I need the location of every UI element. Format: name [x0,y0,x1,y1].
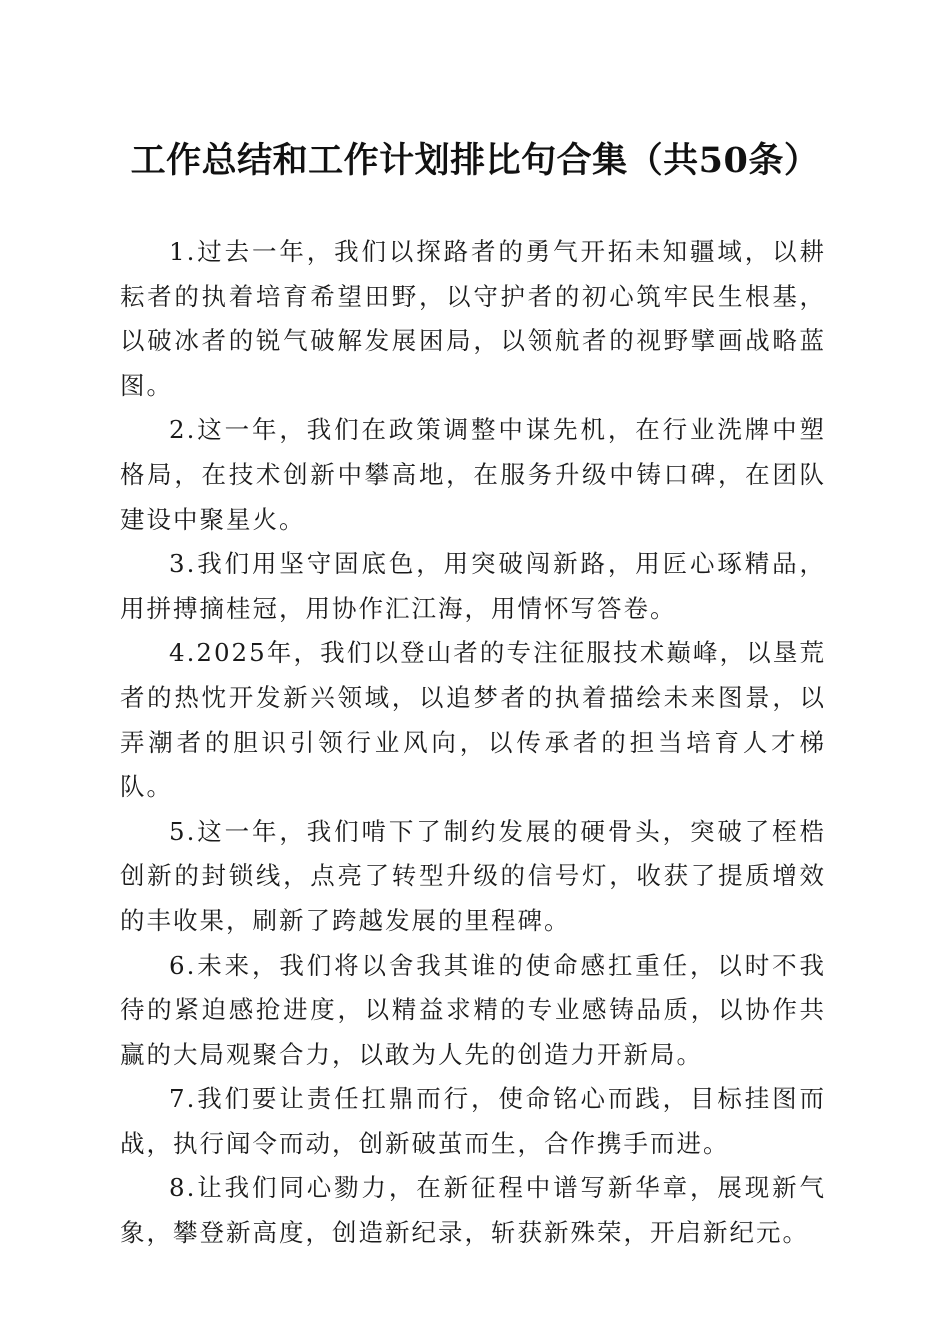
paragraph-1: 1.过去一年，我们以探路者的勇气开拓未知疆域，以耕耘者的执着培育希望田野，以守护者的初心筑牢民生根基，以破冰者的锐气破解发展困局，以领航者的视野擘画战略蓝图。 [120,237,826,400]
paragraph-5: 5.这一年，我们啃下了制约发展的硬骨头，突破了桎梏创新的封锁线，点亮了转型升级的信号灯，收获了提质增效的丰收果，刷新了跨越发展的里程碑。 [120,816,826,935]
paragraph-3: 3.我们用坚守固底色，用突破闯新路，用匠心琢精品，用拼搏摘桂冠，用协作汇江海，用情怀写答卷。 [120,549,826,623]
paragraph-8: 8.让我们同心勠力，在新征程中谱写新华章，展现新气象，攀登新高度，创造新纪录，斩获新殊荣，开启新纪元。 [120,1173,826,1248]
paragraph-7: 7.我们要让责任扛鼎而行，使命铭心而践，目标挂图而战，执行闻令而动，创新破茧而生，合作携手而进。 [120,1084,826,1158]
document-title: 工作总结和工作计划排比句合集（共50条） [130,140,820,181]
paragraph-4: 4.2025年，我们以登山者的专注征服技术巅峰，以垦荒者的热忱开发新兴领域，以追梦者的执着描绘未来图景，以弄潮者的胆识引领行业风向，以传承者的担当培育人才梯队。 [120,638,826,802]
document-body [120,230,826,1256]
paragraph-6: 6.未来，我们将以舍我其谁的使命感扛重任，以时不我待的紧迫感抢进度，以精益求精的专业感铸品质，以协作共赢的大局观聚合力，以敢为人先的创造力开新局。 [120,950,826,1069]
paragraph-2: 2.这一年，我们在政策调整中谋先机，在行业洗牌中塑格局，在技术创新中攀高地，在服务升级中铸口碑，在团队建设中聚星火。 [120,415,826,534]
